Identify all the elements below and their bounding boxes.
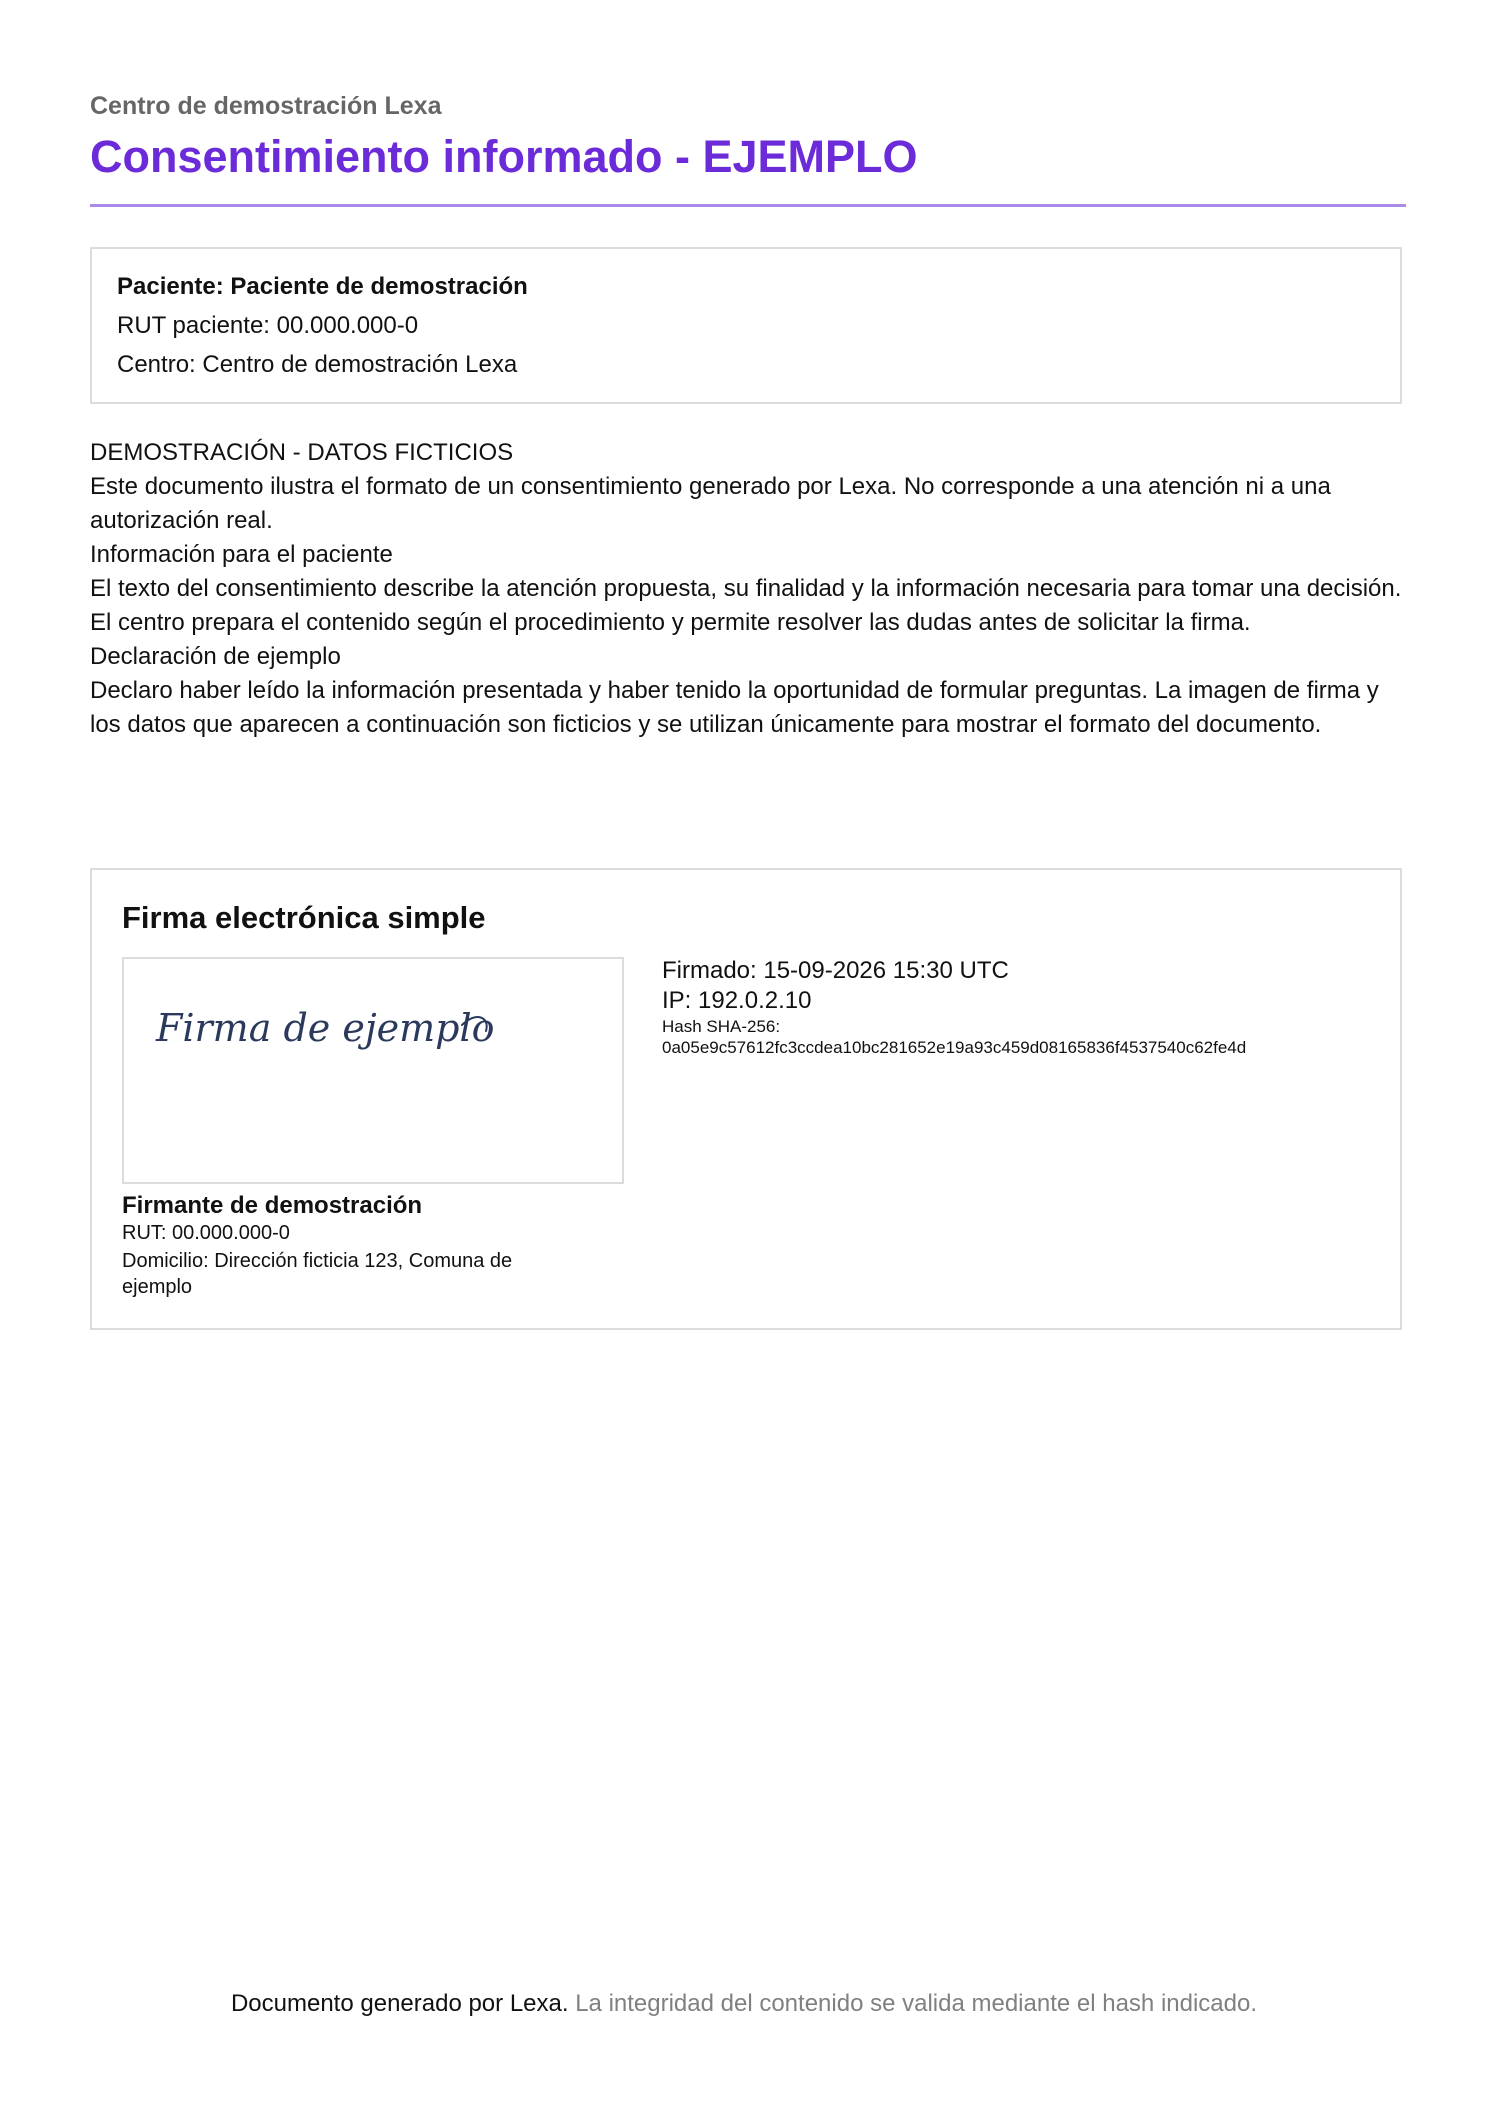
patient-name: Paciente: Paciente de demostración [117,273,528,300]
signer-address: Domicilio: Dirección ficticia 123, Comuna de ejemplo [122,1250,513,1298]
signature-image [122,957,624,1184]
hash-value: 0a05e9c57612fc3ccdea10bc281652e19a93c459d08165836f4537540c62fe4d [662,1038,1247,1057]
signature-metadata [662,956,1382,1058]
signer-name: Firmante de demostración [122,1192,423,1219]
info-heading: Información para el paciente [90,541,393,568]
page-footer [0,1990,1488,2018]
signer-ip: IP: 192.0.2.10 [662,987,812,1014]
patient-info-box [90,247,1402,404]
patient-center: Centro: Centro de demostración Lexa [117,351,518,378]
footer-main-text: Documento generado por Lexa. [230,1990,569,2017]
signer-rut: RUT: 00.000.000-0 [122,1222,290,1244]
handwritten-signature [124,959,622,1182]
footer-muted-text: La integridad del contenido se valida mediante el hash indicado. [568,1990,1258,2017]
declaration-text: Declaro haber leído la información presentada y haber tenido la oportunidad de formular preguntas. La imagen de firma y los datos que aparecen a continuación son ficticios y se utilizan únicamente para mostrar el formato del documento. [90,677,1379,738]
document-title: Consentimiento informado - EJEMPLO [90,131,918,182]
signed-timestamp: Firmado: 15-09-2026 15:30 UTC [662,957,1009,984]
signature-box [90,868,1402,1330]
signature-ink-text: Firma de ejemplo [156,1006,495,1050]
declaration-heading: Declaración de ejemplo [90,643,341,670]
demo-notice: DEMOSTRACIÓN - DATOS FICTICIOS [90,439,514,466]
title-divider [90,204,1406,207]
signature-heading: Firma electrónica simple [122,900,486,935]
center-name: Centro de demostración Lexa [90,92,442,120]
hash-label: Hash SHA-256: [662,1017,781,1036]
patient-rut: RUT paciente: 00.000.000-0 [117,312,419,339]
consent-body [90,436,1406,742]
demo-text: Este documento ilustra el formato de un consentimiento generado por Lexa. No corresponde a una atención ni a una autorización real. [90,473,1331,534]
info-text: El texto del consentimiento describe la atención propuesta, su finalidad y la información necesaria para tomar una decisión. El centro prepara el contenido según el procedimiento y permite resolver las dudas antes de solicitar la firma. [90,575,1402,636]
